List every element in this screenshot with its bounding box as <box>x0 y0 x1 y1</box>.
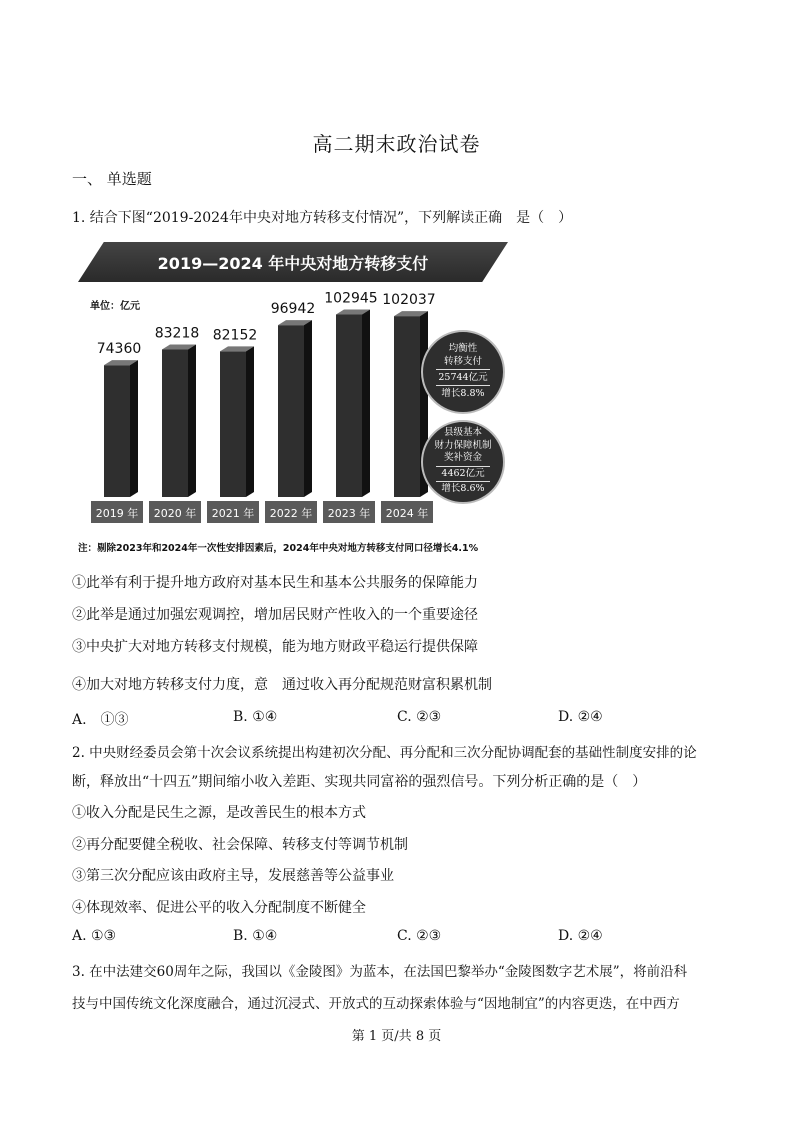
q3-line-2: 技与中国传统文化深度融合，通过沉浸式、开放式的互动探索体验与“因地制宜”的内容更迭，在中西方 <box>72 996 680 1012</box>
bar-plot <box>78 290 436 537</box>
bar-front <box>278 325 304 497</box>
q2-item-2: ②再分配要健全税收、社会保障、转移支付等调节机制 <box>72 837 408 853</box>
q2-item-4: ④体现效率、促进公平的收入分配制度不断健全 <box>72 900 366 916</box>
bar-5 <box>336 310 370 497</box>
annotation-1-line-1: 均衡性 <box>448 343 478 354</box>
q1-item-1: ①此举有利于提升地方政府对基本民生和基本公共服务的保障能力 <box>72 575 478 591</box>
year-tick-label: 2019 年 <box>95 507 139 520</box>
q2-option-d[interactable]: D. ②④ <box>558 928 603 944</box>
q3-line-1: 3. 在中法建交60周年之际，我国以《金陵图》为蓝本，在法国巴黎举办“金陵图数字艺术展”，将前沿科 <box>72 964 688 980</box>
bar-3 <box>220 346 254 497</box>
q1-option-a[interactable]: A. ①③ <box>72 712 129 728</box>
q2-option-b[interactable]: B. ①④ <box>233 928 278 944</box>
bar-side <box>130 360 138 497</box>
year-tick-label: 2020 年 <box>153 507 197 520</box>
year-tick-label: 2021 年 <box>211 507 255 520</box>
annotation-2-line-2: 财力保障机制 <box>434 439 492 451</box>
bar-1 <box>104 360 138 497</box>
q1-stem: 1. 结合下图“2019-2024年中央对地方转移支付情况”，下列解读正确 是（ ） <box>72 210 573 226</box>
q1-option-c[interactable]: C. ②③ <box>397 709 442 725</box>
page-title: 高二期末政治试卷 <box>312 132 481 156</box>
value-label: 96942 <box>270 301 316 318</box>
value-label: 82152 <box>212 327 258 344</box>
bar-2 <box>162 344 196 497</box>
chart-title: 2019—2024 年中央对地方转移支付 <box>157 254 429 273</box>
transfer-payment-chart <box>78 242 512 562</box>
year-tick-label: 2022 年 <box>269 507 313 520</box>
q1-item-3: ③中央扩大对地方转移支付规模，能为地方财政平稳运行提供保障 <box>72 639 478 655</box>
q1-option-d[interactable]: D. ②④ <box>558 709 603 725</box>
annotation-2-line-5: 增长8.6% <box>441 483 485 494</box>
q2-stem-line-2: 断，释放出“十四五”期间缩小收入差距、实现共同富裕的强烈信号。下列分析正确的是（ ） <box>72 774 647 790</box>
bar-front <box>394 316 420 497</box>
q2-option-a[interactable]: A. ①③ <box>72 928 117 944</box>
chart-note: 注：剔除2023年和2024年一次性安排因素后，2024年中央对地方转移支付同口径增长4.1% <box>78 543 479 554</box>
q2-stem-line-1: 2. 中央财经委员会第十次会议系统提出构建初次分配、再分配和三次分配协调配套的基础性制度安排的论 <box>72 745 697 761</box>
value-label: 74360 <box>96 341 142 358</box>
q1-item-2: ②此举是通过加强宏观调控，增加居民财产性收入的一个重要途径 <box>72 607 478 623</box>
page-footer: 第 1 页/共 8 页 <box>351 1029 442 1044</box>
q2-option-c[interactable]: C. ②③ <box>397 928 442 944</box>
bar-side <box>246 346 254 497</box>
annotation-county-fund <box>421 420 505 504</box>
chart-unit: 单位：亿元 <box>90 301 140 312</box>
value-label: 102945 <box>324 290 378 307</box>
q2-item-1: ①收入分配是民生之源，是改善民生的根本方式 <box>72 805 366 821</box>
annotation-equalization <box>421 330 505 414</box>
bar-front <box>104 365 130 497</box>
year-tick-label: 2024 年 <box>385 507 429 520</box>
annotation-2-line-4: 4462亿元 <box>441 467 485 479</box>
year-tick-label: 2023 年 <box>327 507 371 520</box>
bar-4 <box>278 320 312 497</box>
bar-front <box>336 315 362 497</box>
q1-item-4: ④加大对地方转移支付力度，意 通过收入再分配规范财富积累机制 <box>72 677 492 693</box>
annotation-2-line-3: 奖补资金 <box>443 452 482 463</box>
q2-item-3: ③第三次分配应该由政府主导，发展慈善等公益事业 <box>72 868 394 884</box>
value-label: 102037 <box>382 292 436 309</box>
annotation-1-line-2: 转移支付 <box>443 356 482 367</box>
section-heading: 一、 单选题 <box>72 170 152 188</box>
q1-option-b[interactable]: B. ①④ <box>233 709 278 725</box>
annotation-2-line-1: 县级基本 <box>443 427 482 438</box>
bar-side <box>362 310 370 497</box>
bar-front <box>162 349 188 497</box>
annotation-1-line-3: 25744亿元 <box>438 372 488 383</box>
bar-front <box>220 351 246 497</box>
annotation-1-line-4: 增长8.8% <box>441 388 485 399</box>
bar-side <box>188 344 196 497</box>
value-label: 83218 <box>154 325 200 342</box>
bar-side <box>304 320 312 497</box>
